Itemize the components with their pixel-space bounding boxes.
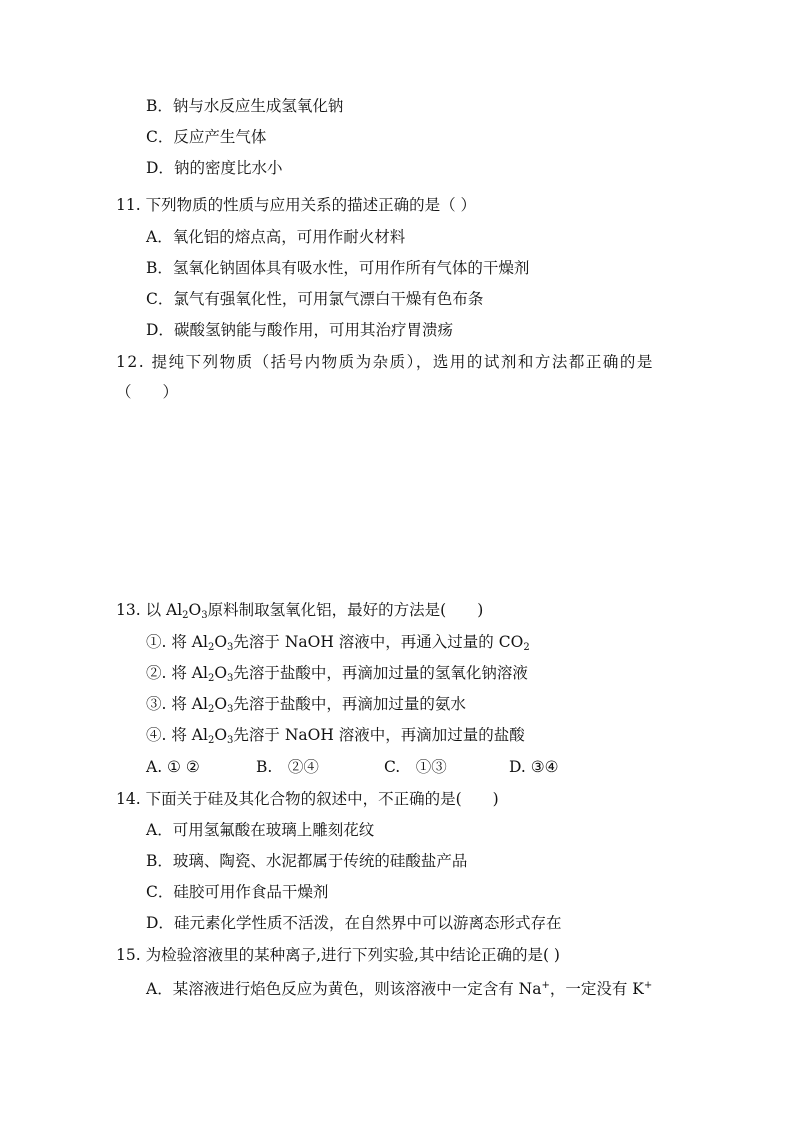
q12-stem: 12. 提纯下列物质（括号内物质为杂质），选用的试剂和方法都正确的是 — [116, 353, 654, 371]
q11-stem: 11. 下列物质的性质与应用关系的描述正确的是（ ） — [116, 196, 477, 214]
q13-item-3: ③. 将 $Al_2O_3$先溶于盐酸中，再滴加过量的氨水 — [146, 695, 466, 715]
q11-option-d: D．碳酸氢钠能与酸作用，可用其治疗胃溃疡 — [146, 321, 453, 339]
q13-choice-d: D. ③④ — [509, 758, 559, 776]
q14-option-d: D．硅元素化学性质不活泼，在自然界中可以游离态形式存在 — [146, 914, 562, 932]
q13-choice-b: B. ②④ — [256, 758, 319, 776]
q13-choice-a: A. ① ② — [146, 758, 200, 776]
q10-option-c: C．反应产生气体 — [146, 128, 267, 146]
q12-stem-cont: （ ） — [116, 383, 179, 401]
q14-option-a: A．可用氢氟酸在玻璃上雕刻花纹 — [146, 821, 375, 839]
q13-item-1: ①. 将 $Al_2O_3$先溶于 NaOH 溶液中，再通入过量的 $CO_2$ — [146, 633, 530, 653]
q13-item-4: ④. 将 $Al_2O_3$先溶于 NaOH 溶液中，再滴加过量的盐酸 — [146, 726, 525, 746]
q14-option-c: C．硅胶可用作食品干燥剂 — [146, 883, 329, 901]
q11-option-b: B．氢氧化钠固体具有吸水性，可用作所有气体的干燥剂 — [146, 259, 530, 277]
q11-option-c: C．氯气有强氧化性，可用氯气漂白干燥有色布条 — [146, 290, 484, 308]
q11-option-a: A．氧化铝的熔点高，可用作耐火材料 — [146, 228, 406, 246]
q14-option-b: B．玻璃、陶瓷、水泥都属于传统的硅酸盐产品 — [146, 852, 468, 870]
q10-option-d: D．钠的密度比水小 — [146, 159, 283, 177]
q13-item-2: ②. 将 $Al_2O_3$先溶于盐酸中，再滴加过量的氢氧化钠溶液 — [146, 664, 528, 684]
q13-stem: 13. 以 $Al_2O_3$原料制取氢氧化铝，最好的方法是( ) — [116, 601, 484, 621]
q15-option-a: A．某溶液进行焰色反应为黄色，则该溶液中一定含有 Na+，一定没有 K+ — [146, 980, 653, 998]
q15-stem: 15. 为检验溶液里的某种离子,进行下列实验,其中结论正确的是( ) — [116, 946, 560, 964]
q10-option-b: B．钠与水反应生成氢氧化钠 — [146, 97, 344, 115]
q14-stem: 14. 下面关于硅及其化合物的叙述中，不正确的是( ) — [116, 790, 499, 808]
q13-choice-c: C. ①③ — [384, 758, 447, 776]
